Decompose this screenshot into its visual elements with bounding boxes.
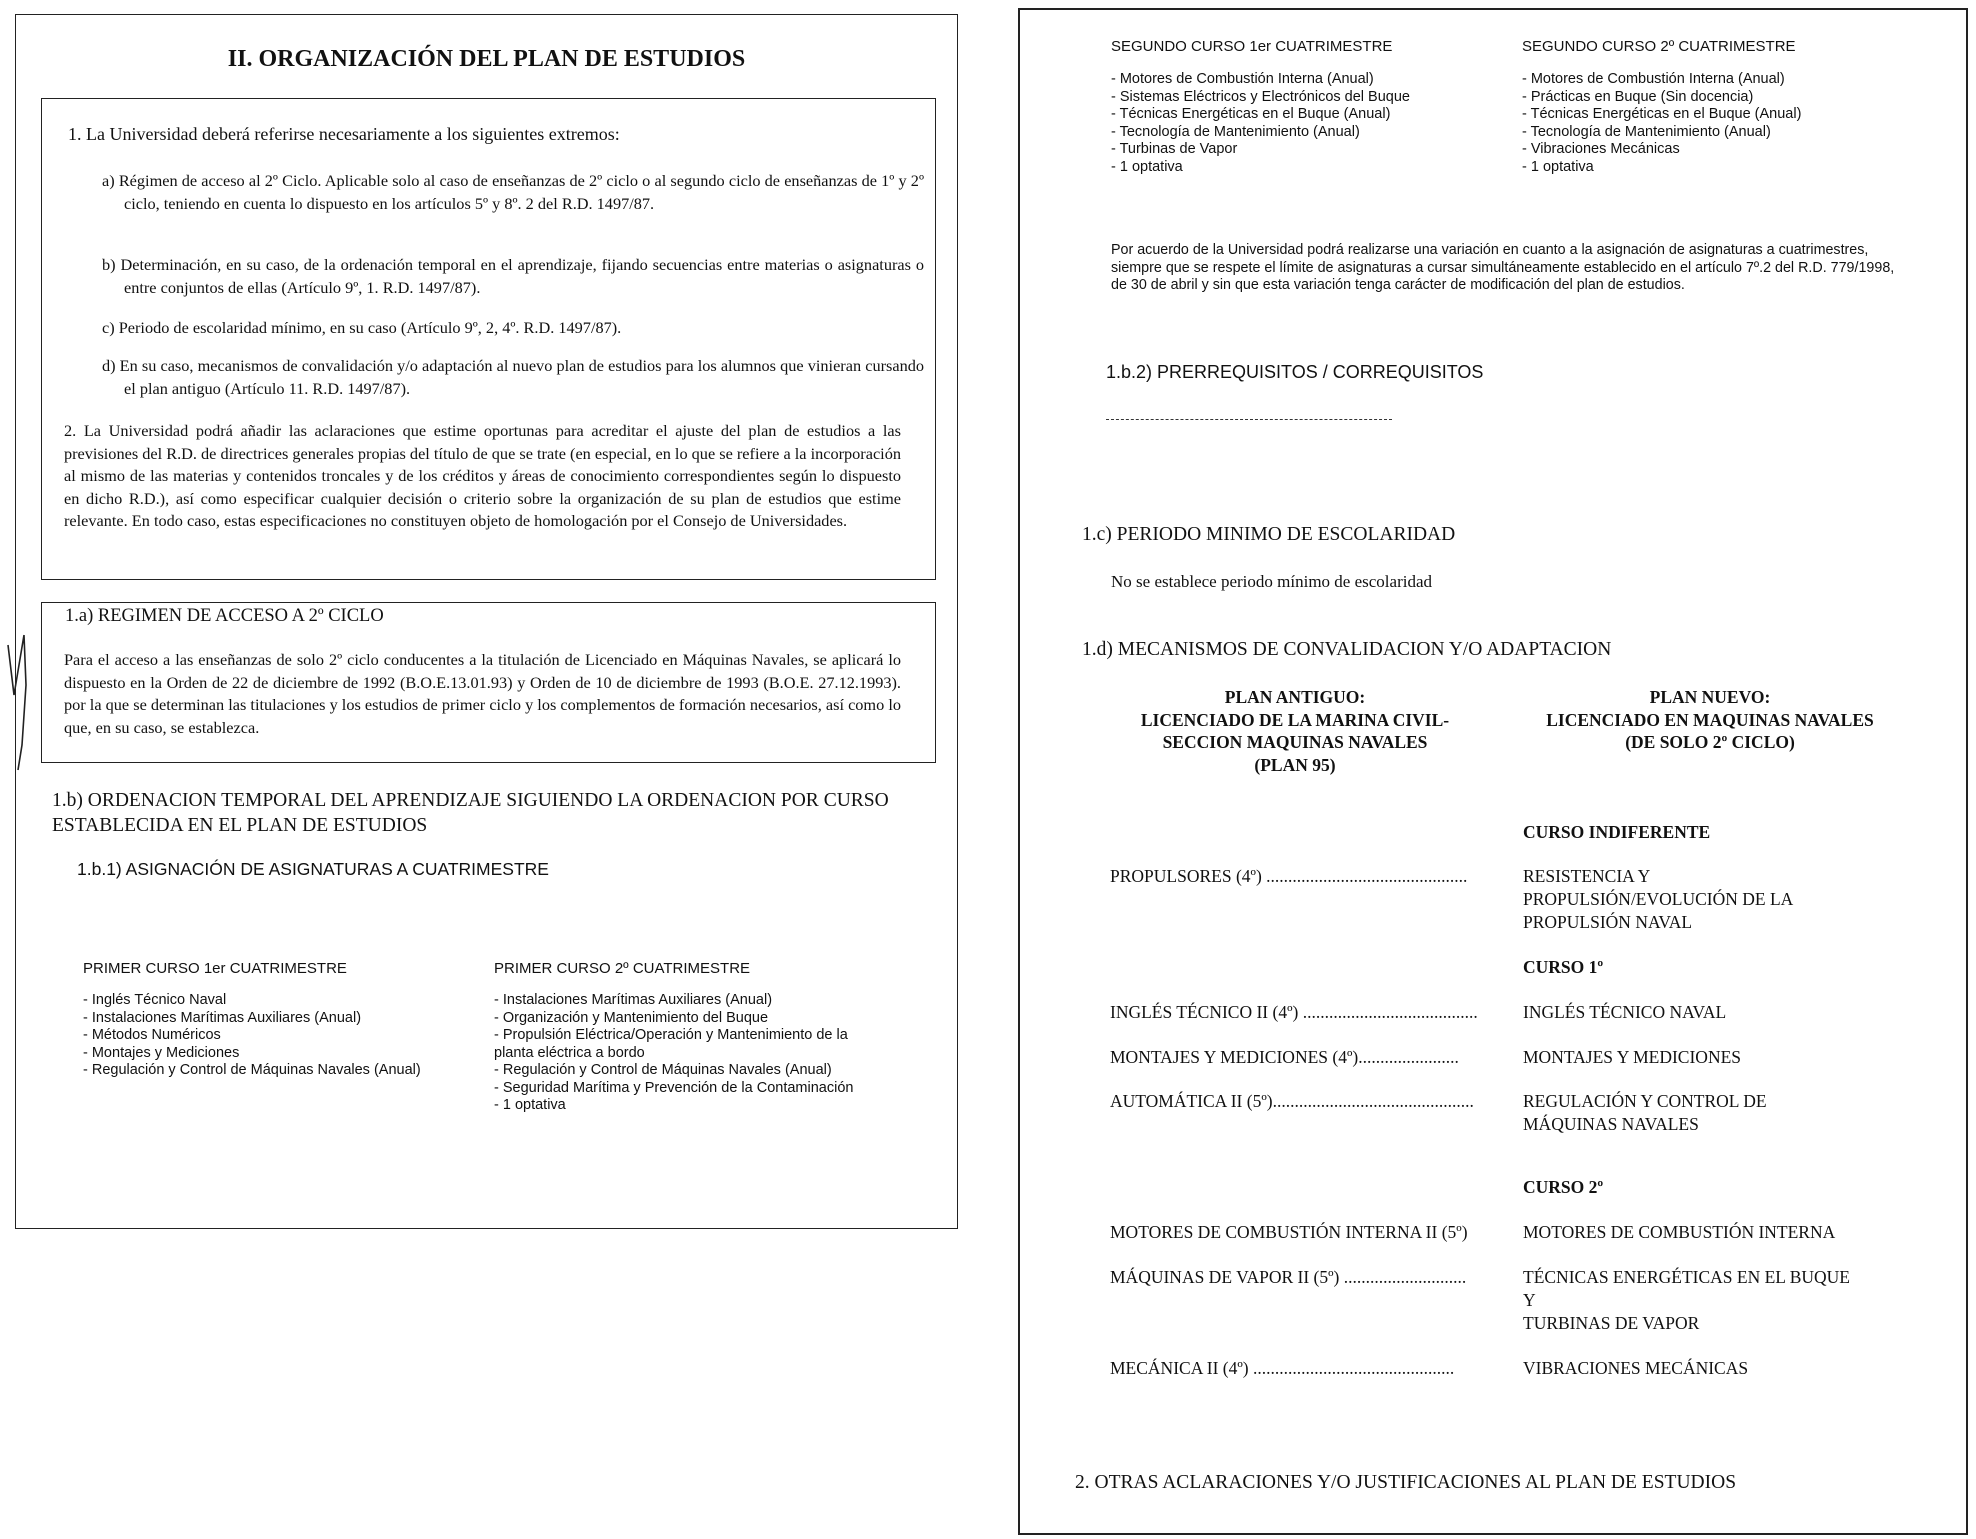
access-regime-text: Para el acceso a las enseñanzas de solo 2º ciclo conducentes a la titulación de Licenciado en Máquinas Navales, se aplicará lo dispuesto en la Orden de 22 de diciembre de 1992 (B.O.E.13.01.93) y Orden de 10 de diciembre de 1993 (B.O.E. 27.12.1993). por la que se determinan las titulaciones y los estudios de primer ciclo y los complementos de formación necesarios, así como lo que, en su caso, se establezca.	[64, 650, 901, 737]
access-regime-heading: 1.a) REGIMEN DE ACCESO A 2º CICLO	[65, 606, 384, 626]
list-item: - Tecnología de Mantenimiento (Anual)	[1522, 123, 1771, 140]
new-subject-line: RESISTENCIA Y	[1523, 866, 1651, 886]
new-subject-line: TÉCNICAS ENERGÉTICAS EN EL BUQUE	[1523, 1267, 1850, 1287]
list-item: - Seguridad Marítima y Prevención de la Contaminación	[494, 1079, 854, 1096]
section-1b1-heading: 1.b.1) ASIGNACIÓN DE ASIGNATURAS A CUATRIMESTRE	[77, 859, 549, 879]
plan-antiguo-line: PLAN ANTIGUO:	[1224, 687, 1366, 707]
old-subject: PROPULSORES (4º) ..............................................	[1110, 866, 1468, 886]
instruction-c: c) Periodo de escolaridad mínimo, en su caso (Artículo 9º, 2, 4º. R.D. 1497/87).	[102, 318, 622, 337]
list-item: - Instalaciones Marítimas Auxiliares (Anual)	[83, 1009, 362, 1026]
new-subject	[1523, 1357, 1913, 1380]
new-subject-line: MONTAJES Y MEDICIONES	[1523, 1047, 1741, 1067]
curso-1-heading: CURSO 1º	[1523, 957, 1604, 977]
no-periodo-text: No se establece periodo mínimo de escolaridad	[1111, 572, 1432, 591]
new-subject-line: MÁQUINAS NAVALES	[1523, 1114, 1699, 1134]
new-subject	[1523, 1090, 1913, 1136]
list-item: - 1 optativa	[1522, 158, 1594, 175]
list-item: - Métodos Numéricos	[83, 1027, 221, 1043]
segundo-curso-2-title: SEGUNDO CURSO 2º CUATRIMESTRE	[1522, 38, 1796, 55]
plan-nuevo-line: LICENCIADO EN MAQUINAS NAVALES	[1546, 709, 1874, 730]
new-subject-line: VIBRACIONES MECÁNICAS	[1523, 1358, 1749, 1378]
section-1b2-heading: 1.b.2) PRERREQUISITOS / CORREQUISITOS	[1106, 362, 1484, 382]
old-subject: MOTORES DE COMBUSTIÓN INTERNA II (5º)	[1110, 1222, 1468, 1242]
page-title: II. ORGANIZACIÓN DEL PLAN DE ESTUDIOS	[227, 46, 746, 72]
list-item: - Instalaciones Marítimas Auxiliares (Anual)	[494, 992, 773, 1008]
plan-antiguo-line: LICENCIADO DE LA MARINA CIVIL-	[1140, 709, 1450, 730]
list-item: - Vibraciones Mecánicas	[1522, 141, 1680, 157]
instruction-d: d) En su caso, mecanismos de convalidación y/o adaptación al nuevo plan de estudios para los alumnos que vinieran cursando el plan antiguo (Artículo 11. R.D. 1497/87).	[102, 356, 924, 398]
new-subject	[1523, 1046, 1913, 1069]
list-item: - Sistemas Eléctricos y Electrónicos del Buque	[1111, 88, 1410, 105]
new-subject	[1523, 1266, 1923, 1335]
new-subject-line: REGULACIÓN Y CONTROL DE	[1523, 1091, 1767, 1111]
primer-curso-2-block	[494, 960, 914, 1115]
new-subject-line: INGLÉS TÉCNICO NAVAL	[1523, 1002, 1727, 1022]
segundo-curso-1-block	[1111, 38, 1511, 176]
list-item: - 1 optativa	[1111, 158, 1183, 175]
instruction-a: a) Régimen de acceso al 2º Ciclo. Aplicable solo al caso de enseñanzas de 2º ciclo o al segundo ciclo de enseñanzas de 1º y 2º ciclo, teniendo en cuenta lo dispuesto en los artículos 5º y 8º. 2 del R.D. 1497/87.	[102, 171, 924, 213]
section-1c-heading: 1.c) PERIODO MINIMO DE ESCOLARIDAD	[1082, 524, 1456, 545]
list-item: - Motores de Combustión Interna (Anual)	[1522, 71, 1785, 87]
list-item: - Inglés Técnico Naval	[83, 992, 227, 1008]
list-item: - Regulación y Control de Máquinas Navales (Anual)	[83, 1062, 421, 1078]
list-item: - 1 optativa	[494, 1097, 566, 1113]
instruction-b: b) Determinación, en su caso, de la ordenación temporal en el aprendizaje, fijando secuencias entre materias o asignaturas o entre conjuntos de ellas (Artículo 9º, 1. R.D. 1497/87).	[102, 255, 924, 297]
new-subject	[1523, 1221, 1923, 1244]
instruction-2: 2. La Universidad podrá añadir las aclaraciones que estime oportunas para acreditar el ajuste del plan de estudios a las previsiones del R.D. de directrices generales propias del título de que se trate (en especial, en lo que se refiere a la incorporación al mismo de las materias y contenidos troncales y de los créditos y áreas de conocimiento correspondientes según lo dispuesto en dicho R.D.), así como especificar cualquier decisión o criterio sobre la organización de su plan de estudios que estime relevante. En todo caso, estas especificaciones no constituyen objeto de homologación por el Consejo de Universidades.	[64, 421, 901, 530]
plan-antiguo-header	[1100, 686, 1490, 776]
segundo-curso-2-block	[1522, 38, 1942, 176]
curso-indiferente-heading: CURSO INDIFERENTE	[1523, 822, 1711, 842]
list-item: - Propulsión Eléctrica/Operación y Mantenimiento de la	[494, 1027, 848, 1043]
handwritten-signature	[0, 625, 40, 775]
new-subject-line: PROPULSIÓN NAVAL	[1523, 912, 1693, 932]
new-subject	[1523, 1001, 1913, 1024]
plan-nuevo-line: PLAN NUEVO:	[1649, 687, 1771, 707]
list-item: - Técnicas Energéticas en el Buque (Anual)	[1111, 106, 1391, 122]
list-item: planta eléctrica a bordo	[494, 1044, 645, 1061]
section-2-heading: 2. OTRAS ACLARACIONES Y/O JUSTIFICACIONES AL PLAN DE ESTUDIOS	[1075, 1472, 1737, 1493]
list-item: - Montajes y Mediciones	[83, 1044, 240, 1061]
instruction-1: 1. La Universidad deberá referirse necesariamente a los siguientes extremos:	[68, 124, 620, 144]
section-1b-heading: 1.b) ORDENACION TEMPORAL DEL APRENDIZAJE SIGUIENDO LA ORDENACION POR CURSO ESTABLECIDA EN EL PLAN DE ESTUDIOS	[52, 790, 889, 836]
plan-nuevo-header	[1515, 686, 1905, 754]
plan-nuevo-line: (DE SOLO 2º CICLO)	[1625, 732, 1795, 752]
primer-curso-1-block	[83, 960, 463, 1080]
list-item: - Turbinas de Vapor	[1111, 141, 1238, 157]
list-item: - Regulación y Control de Máquinas Navales (Anual)	[494, 1062, 832, 1078]
new-subject-line: PROPULSIÓN/EVOLUCIÓN DE LA	[1523, 889, 1794, 909]
acuerdo-note: Por acuerdo de la Universidad podrá realizarse una variación en cuanto a la asignación de asignaturas a cuatrimestres, siempre que se respete el límite de asignaturas a cursar simultáneamente establecido en el artículo 7º.2 del R.D. 779/1998, de 30 de abril y sin que esta variación tenga carácter de modificación del plan de estudios.	[1111, 242, 1895, 293]
old-subject: MONTAJES Y MEDICIONES (4º).......................	[1110, 1047, 1459, 1067]
new-subject-line: Y	[1523, 1290, 1536, 1310]
list-item: - Técnicas Energéticas en el Buque (Anual)	[1522, 106, 1802, 122]
list-item: - Organización y Mantenimiento del Buque	[494, 1009, 769, 1026]
new-subject	[1523, 865, 1913, 934]
new-subject-line: MOTORES DE COMBUSTIÓN INTERNA	[1523, 1222, 1836, 1242]
prerrequisitos-blank-line	[1106, 419, 1392, 420]
old-subject: MECÁNICA II (4º) ..............................................	[1110, 1358, 1455, 1378]
primer-curso-2-title: PRIMER CURSO 2º CUATRIMESTRE	[494, 960, 751, 977]
old-subject: MÁQUINAS DE VAPOR II (5º) ............................	[1110, 1267, 1467, 1287]
list-item: - Tecnología de Mantenimiento (Anual)	[1111, 123, 1360, 140]
segundo-curso-1-title: SEGUNDO CURSO 1er CUATRIMESTRE	[1111, 38, 1393, 55]
primer-curso-1-title: PRIMER CURSO 1er CUATRIMESTRE	[83, 960, 347, 977]
list-item: - Motores de Combustión Interna (Anual)	[1111, 71, 1374, 87]
plan-antiguo-line: (PLAN 95)	[1254, 754, 1336, 775]
new-subject-line: TURBINAS DE VAPOR	[1523, 1313, 1700, 1333]
old-subject: INGLÉS TÉCNICO II (4º) ........................................	[1110, 1002, 1478, 1022]
section-1d-heading: 1.d) MECANISMOS DE CONVALIDACION Y/O ADAPTACION	[1082, 639, 1612, 660]
plan-antiguo-line: SECCION MAQUINAS NAVALES	[1162, 732, 1428, 752]
old-subject: AUTOMÁTICA II (5º)..............................................	[1110, 1091, 1474, 1111]
list-item: - Prácticas en Buque (Sin docencia)	[1522, 88, 1754, 105]
curso-2-heading: CURSO 2º	[1523, 1177, 1604, 1197]
